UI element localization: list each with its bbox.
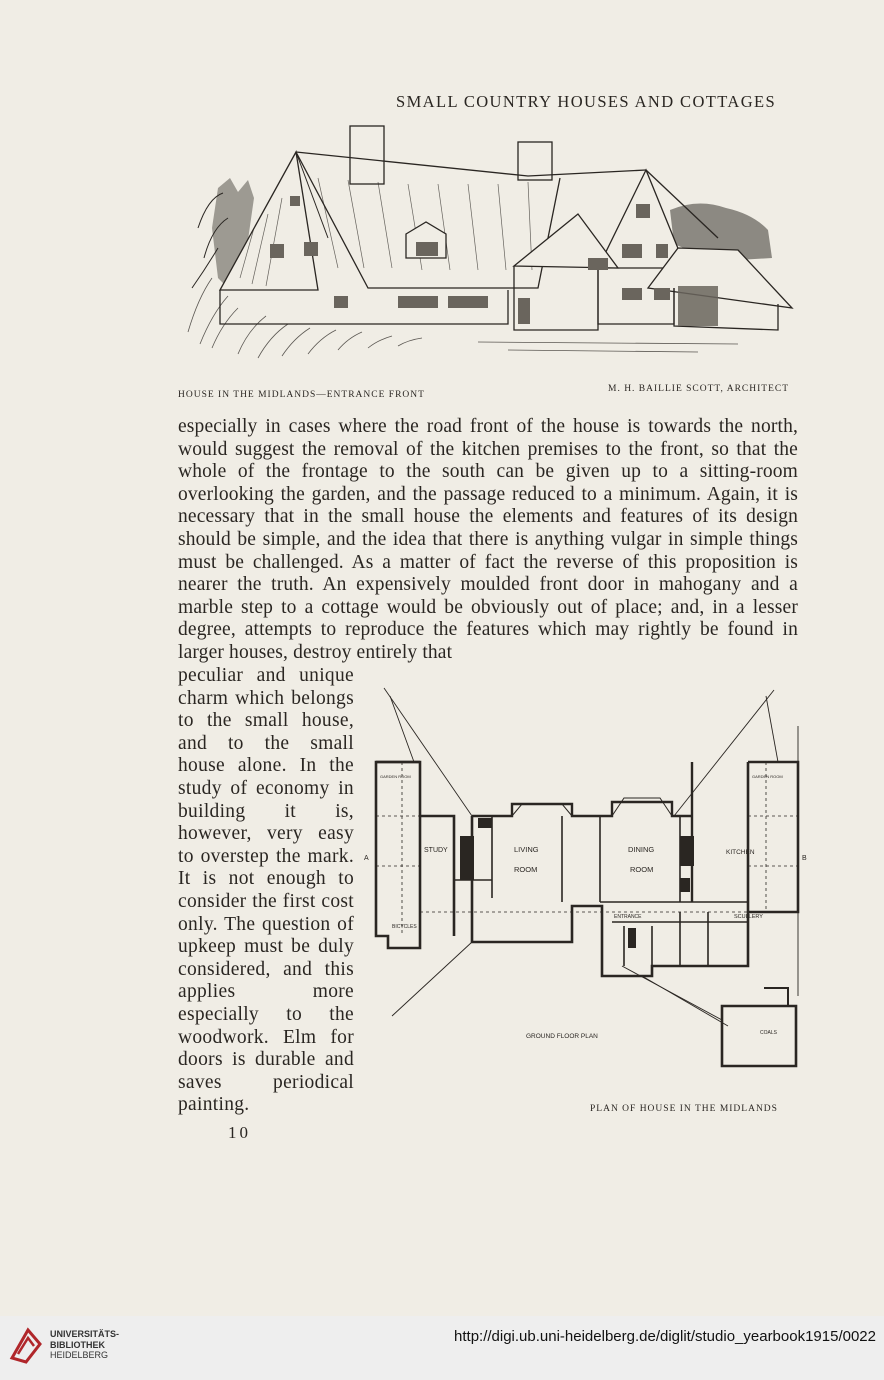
room-study: STUDY [424, 847, 448, 854]
library-line-2: BIBLIOTHEK [50, 1339, 105, 1350]
body-paragraph: especially in cases where the road front of the house is towards the north, would suggest the removal of the kitchen premises to the front, so that the whole of the frontage to the south can be given up to a sitting-room overlooking the garden, and the passage reduced to a minimum. Again, it is necessary that in the small house the elements and features of its design should be simple, and the idea that there is anything vulgar in simple things must be challenged. As a matter of fact the reverse of this proposition is nearer the truth. An expensively moulded front door in mahogany and a marble step to a cottage would be obviously out of place; and, in a lesser degree, attempts to reproduce the features which may rightly be found in larger houses, destroy entirely that [178, 416, 798, 663]
room-coals: COALS [760, 1030, 777, 1036]
architect-credit: M. H. BAILLIE SCOTT, ARCHITECT [608, 384, 790, 394]
library-line-3: HEIDELBERG [50, 1350, 109, 1360]
house-illustration [178, 118, 798, 368]
section-mark-b: B [802, 855, 807, 862]
ground-floor-plan [362, 666, 808, 1096]
room-bicycles: BICYCLES [392, 924, 417, 930]
library-name [50, 1329, 119, 1361]
room-living-2: ROOM [514, 865, 538, 874]
source-url-link[interactable]: http://digi.ub.uni-heidelberg.de/diglit/studio_yearbook1915/0022 [454, 1328, 876, 1345]
room-dining: DINING [628, 845, 655, 854]
library-line-1: UNIVERSITÄTS- [50, 1329, 120, 1339]
plan-caption: PLAN OF HOUSE IN THE MIDLANDS [590, 1104, 778, 1114]
footer-bar [0, 1316, 884, 1380]
plan-title: GROUND FLOOR PLAN [526, 1033, 598, 1040]
room-living: LIVING [514, 845, 539, 854]
room-scullery: SCULLERY [734, 914, 763, 920]
page-number: 10 [228, 1123, 251, 1142]
section-mark-a: A [364, 855, 369, 862]
room-garden-left: GARDEN ROOM [380, 774, 411, 779]
room-entrance: ENTRANCE [614, 914, 642, 920]
column-paragraph: peculiar and unique charm which belongs to the small house, and to the small house alone. In the study of economy in building it is, however, very easy to overstep the mark. It is not enough to consider the first cost only. The question of upkeep must be duly considered, and this applies more especially to the woodwork. Elm for doors is durable and saves periodical painting. [178, 665, 354, 1116]
room-kitchen: KITCHEN [726, 849, 755, 856]
room-dining-2: ROOM [630, 865, 654, 874]
illustration-caption: HOUSE IN THE MIDLANDS—ENTRANCE FRONT [178, 390, 425, 400]
library-logo-icon [8, 1324, 44, 1364]
running-head: SMALL COUNTRY HOUSES AND COTTAGES [396, 92, 777, 111]
room-garden-right: GARDEN ROOM [752, 774, 783, 779]
